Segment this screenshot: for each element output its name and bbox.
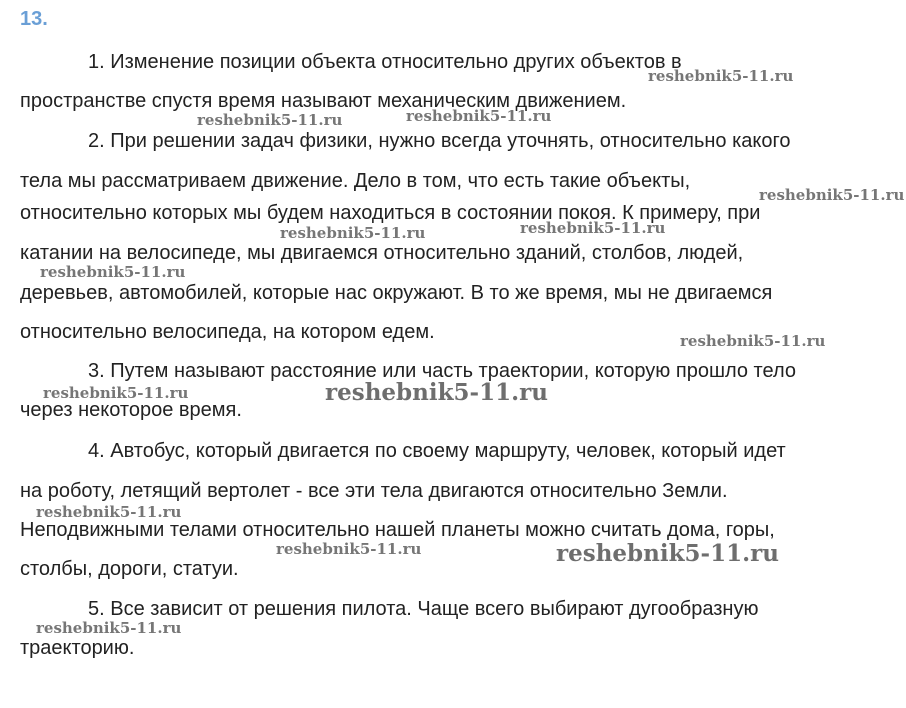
text-line: деревьев, автомобилей, которые нас окружают. В то же время, мы не двигаемся <box>20 282 773 304</box>
text-line: 2. При решении задач физики, нужно всегда уточнять, относительно какого <box>88 130 791 152</box>
text-line: столбы, дороги, статуи. <box>20 558 239 580</box>
text-line: 3. Путем называют расстояние или часть траектории, которую прошло тело <box>88 360 796 382</box>
watermark: reshebnik5-11.ru <box>280 224 426 242</box>
watermark: reshebnik5-11.ru <box>43 384 189 402</box>
text-line: тела мы рассматриваем движение. Дело в том, что есть такие объекты, <box>20 170 691 192</box>
text-line: 5. Все зависит от решения пилота. Чаще всего выбирают дугообразную <box>88 598 759 620</box>
watermark: reshebnik5-11.ru <box>325 379 548 406</box>
text-line: относительно велосипеда, на котором едем. <box>20 321 435 343</box>
watermark: reshebnik5-11.ru <box>276 540 422 558</box>
watermark: reshebnik5-11.ru <box>197 111 343 129</box>
watermark: reshebnik5-11.ru <box>556 540 779 567</box>
text-line: 4. Автобус, который двигается по своему маршруту, человек, который идет <box>88 440 786 462</box>
watermark: reshebnik5-11.ru <box>36 619 182 637</box>
text-line: 1. Изменение позиции объекта относительно других объектов в <box>88 51 682 73</box>
watermark: reshebnik5-11.ru <box>520 219 666 237</box>
text-line: Неподвижными телами относительно нашей планеты можно считать дома, горы, <box>20 519 775 541</box>
text-line: траекторию. <box>20 637 135 659</box>
watermark: reshebnik5-11.ru <box>40 263 186 281</box>
watermark: reshebnik5-11.ru <box>680 332 826 350</box>
watermark: reshebnik5-11.ru <box>759 186 905 204</box>
watermark: reshebnik5-11.ru <box>648 67 794 85</box>
watermark: reshebnik5-11.ru <box>406 107 552 125</box>
text-line: через некоторое время. <box>20 399 242 421</box>
text-line: катании на велосипеде, мы двигаемся относительно зданий, столбов, людей, <box>20 242 744 264</box>
text-line: на роботу, летящий вертолет - все эти тела двигаются относительно Земли. <box>20 480 728 502</box>
task-number: 13. <box>20 8 48 30</box>
text-line: относительно которых мы будем находиться в состоянии покоя. К примеру, при <box>20 202 761 224</box>
watermark: reshebnik5-11.ru <box>36 503 182 521</box>
text-line: пространстве спустя время называют механическим движением. <box>20 90 627 112</box>
